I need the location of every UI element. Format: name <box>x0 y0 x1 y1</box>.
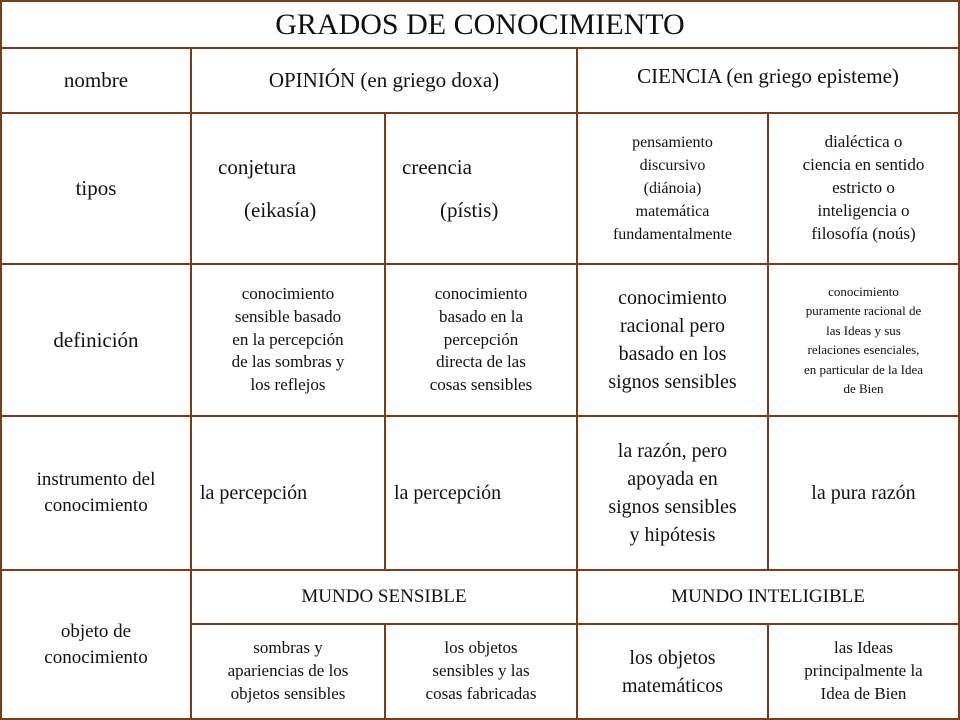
cell-tipo-dialectica: dialéctica o ciencia en sentido estricto o inteligencia o filosofía (noús) <box>802 132 925 243</box>
row-label-definicion: definición <box>53 327 139 352</box>
row-label-nombre: nombre <box>63 68 129 93</box>
cell-inst-conjetura: la percepción <box>200 482 308 504</box>
cell-obj-pensamiento: los objetos matemáticos <box>621 646 724 697</box>
table-title-text: GRADOS DE CONOCIMIENTO <box>275 7 685 41</box>
row-label-instrumento: instrumento del conocimiento <box>36 469 156 516</box>
cell-mundo-sensible: MUNDO SENSIBLE <box>301 586 467 608</box>
cell-tipo-creencia: creencia (pístis) <box>402 155 499 222</box>
cell-ciencia: CIENCIA (en griego episteme) <box>637 64 899 88</box>
cell-obj-dialectica: las Ideas principalmente la Idea de Bien <box>804 638 923 703</box>
cell-obj-conjetura: sombras y apariencias de los objetos sensibles <box>227 638 349 703</box>
cell-tipo-conjetura: conjetura (eikasía) <box>218 155 317 222</box>
cell-def-pensamiento: conocimiento racional pero basado en los signos sensibles <box>608 287 737 393</box>
row-label-objeto: objeto de conocimiento <box>44 620 148 668</box>
cell-inst-dialectica: la pura razón <box>811 482 916 504</box>
cell-inst-creencia: la percepción <box>394 482 502 504</box>
cell-def-creencia: conocimiento basado en la percepción directa de las cosas sensibles <box>429 283 533 395</box>
cell-opinion: OPINIÓN (en griego doxa) <box>268 68 500 93</box>
cell-inst-pensamiento: la razón, pero apoyada en signos sensibles y hipótesis <box>608 440 737 546</box>
cell-tipo-pensamiento: pensamiento discursivo (diánoia) matemática fundamentalmente <box>612 133 733 244</box>
row-label-tipos: tipos <box>75 176 117 201</box>
table-title <box>2 2 958 47</box>
cell-def-dialectica: conocimiento puramente racional de las Ideas y sus relaciones esenciales, en particular de la Idea de Bien <box>803 283 924 396</box>
cell-mundo-inteligible: MUNDO INTELIGIBLE <box>671 586 865 608</box>
cell-obj-creencia: los objetos sensibles y las cosas fabricadas <box>425 638 537 703</box>
cell-def-conjetura: conocimiento sensible basado en la percepción de las sombras y los reflejos <box>231 283 345 395</box>
